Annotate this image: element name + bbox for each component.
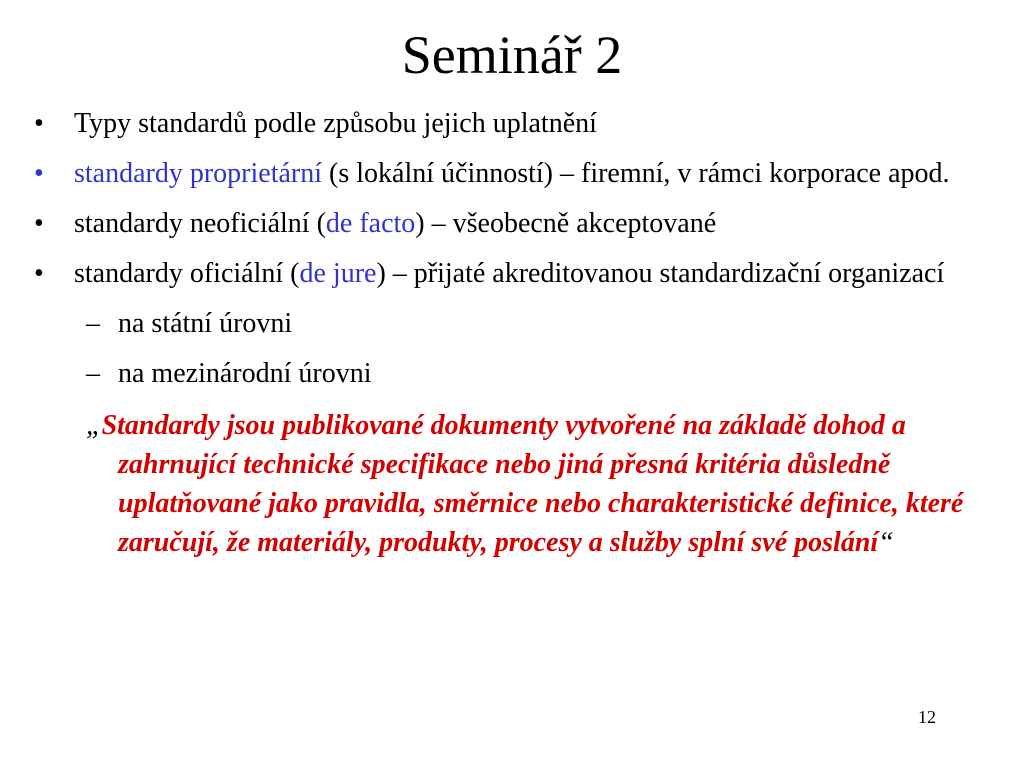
- highlight-term: standardy proprietární: [74, 158, 323, 189]
- bullet-item-types: [32, 106, 972, 141]
- bullet-dot-icon: •: [34, 208, 44, 239]
- bullet-item-de-jure: [32, 256, 972, 291]
- page-number: 12: [918, 707, 936, 727]
- definition-quote: [32, 406, 972, 562]
- bullet-item-de-facto: [32, 206, 972, 241]
- bullet-text: (s lokální účinností) – firemní, v rámci korporace apod.: [322, 158, 950, 189]
- dash-icon: –: [86, 308, 100, 339]
- sub-item-text: na mezinárodní úrovni: [118, 358, 372, 389]
- sub-item-text: na státní úrovni: [118, 308, 293, 339]
- quote-open-mark: „: [86, 410, 102, 441]
- quote-close-mark: “: [878, 527, 894, 558]
- bullet-item-proprietary: [32, 156, 972, 191]
- bullet-dot-icon: •: [34, 158, 44, 189]
- highlight-term: de jure: [299, 258, 377, 289]
- slide-title: Seminář 2: [401, 25, 623, 85]
- sub-item-national: [32, 306, 972, 341]
- dash-icon: –: [86, 358, 100, 389]
- bullet-text-post: ) – přijaté akreditovanou standardizační organizací: [376, 258, 945, 289]
- bullet-dot-icon: •: [34, 258, 44, 289]
- sub-item-international: [32, 356, 972, 391]
- bullet-dot-icon: •: [34, 108, 44, 139]
- bullet-text-pre: standardy neoficiální (: [74, 208, 326, 239]
- bullet-text: Typy standardů podle způsobu jejich uplatnění: [74, 108, 597, 139]
- slide-content: [32, 106, 972, 562]
- bullet-text-post: ) – všeobecně akceptované: [415, 208, 717, 239]
- bullet-text-pre: standardy oficiální (: [74, 258, 300, 289]
- highlight-term: de facto: [325, 208, 416, 239]
- quote-text: Standardy jsou publikované dokumenty vytvořené na základě dohod a zahrnující technické specifikace nebo jiná přesná kritéria důsledně uplatňované jako pravidla, směrnice nebo charakteristické definice, které zaručují, že materiály, produkty, procesy a služby splní své poslání: [101, 410, 964, 558]
